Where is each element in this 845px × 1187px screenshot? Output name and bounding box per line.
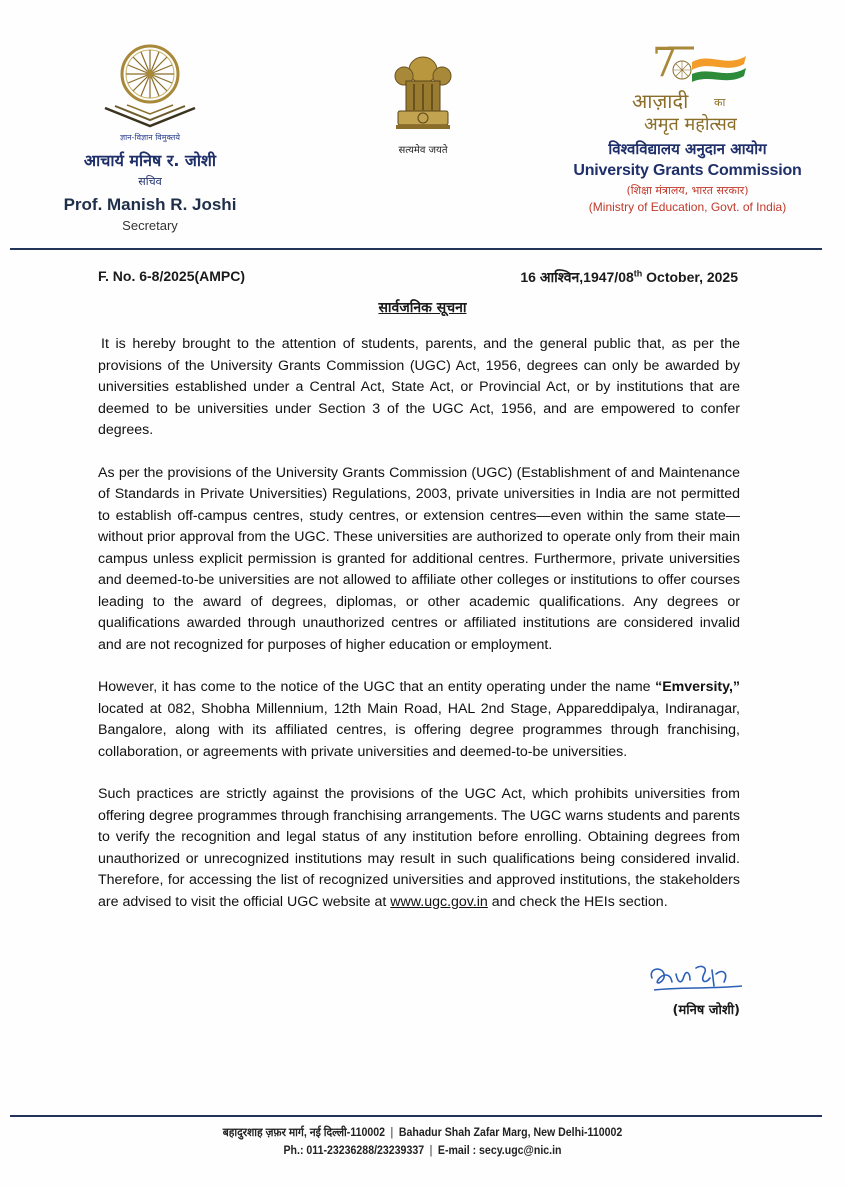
paragraph-2: As per the provisions of the University Grants Commission (UGC) (Establishment of and Maintenance of Standards in Private Universities) Regulations, 2003, private universities in India are not permitted to establish off-campus centres, study centres, or extension centres—even within the same state—without prior approval from the UGC. These universities are authorized to operate only from their main campus unless explicit permission is granted for additional centres. Furthermore, private universities and deemed-to-be universities are not allowed to affiliate other colleges or institutions to offer courses leading to the award of degrees, diplomas, or other academic qualifications. Any degrees or qualifications awarded through unauthorized centres or affiliated institutions are considered invalid and are not recognized for purposes of higher education or employment.	[98, 464, 740, 653]
paragraph-1: It is hereby brought to the attention of students, parents, and the general public that, as per the provisions of the University Grants Commission (UGC) Act, 1956, degrees can only be awarded by universities established under a Central Act, State Act, or Provincial Act, or by institutions that are deemed to be universities under Section 3 of the UGC Act, 1956, and are empowered to confer degrees.	[98, 336, 740, 438]
footer-divider	[10, 1115, 822, 1117]
org-name-english: University Grants Commission	[573, 162, 802, 179]
paragraph-4-intro: Such practices are strictly against the provisions of the UGC Act, which prohibits universities from offering degree programmes through franchising arrangements. The UGC warns students and parents to verify the recognition and legal status of any institution before enrolling. Obtaining degrees from unauthorized or unrecognized institutions may result in such qualifications being considered invalid. Therefore, for accessing the list of recognized universities and approved institutions, the stakeholders are advised to visit the official UGC website at	[98, 786, 740, 910]
national-emblem-block	[368, 48, 478, 156]
logo-text-amrit-mahotsav: अमृत महोत्सव	[643, 114, 737, 135]
ugc-org-block	[570, 40, 805, 214]
secretary-designation-hindi: सचिव	[138, 175, 162, 188]
signatory-name: (मनिष जोशी)	[672, 1003, 740, 1018]
paragraph-3-intro: However, it has come to the notice of the UGC that an entity operating under the name	[98, 679, 656, 695]
date-prefix: 16 आश्विन,1947/08	[520, 269, 634, 285]
paragraph-3-rest: located at 082, Shobha Millennium, 12th Main Road, HAL 2nd Stage, Appareddipalya, Indiranagar, Bangalore, along with its affiliated centres, is offering degree programmes through franchising, collaboration, or agreements with private universities and deemed-to-be universities.	[98, 700, 740, 760]
ashoka-emblem-icon	[388, 48, 458, 140]
separator: |	[429, 1145, 433, 1157]
footer-contact-line	[34, 1142, 811, 1160]
entity-name: “Emversity,”	[655, 679, 740, 695]
azadi-ka-amrit-mahotsav-logo	[618, 40, 758, 135]
logo-text-azadi: आज़ादी	[631, 89, 688, 113]
address-hindi: बहादुरशाह ज़फ़र मार्ग, नई दिल्ली-110002	[222, 1127, 386, 1139]
phone-number: Ph.: 011-23236288/23239337	[283, 1145, 425, 1157]
notice-date	[520, 268, 738, 287]
secretary-designation-english: Secretary	[122, 218, 178, 233]
footer	[34, 1124, 811, 1160]
ugc-emblem-icon	[95, 40, 205, 130]
date-suffix: October, 2025	[642, 269, 738, 285]
email-address[interactable]: E-mail : secy.ugc@nic.in	[437, 1145, 562, 1157]
handwritten-signature	[640, 960, 750, 998]
secretary-name-hindi: आचार्य मनिष र. जोशी	[83, 151, 217, 170]
ugc-motto: ज्ञान-विज्ञान विमुक्तये	[119, 133, 181, 142]
ministry-name-english: (Ministry of Education, Govt. of India)	[588, 200, 787, 214]
secretary-block	[40, 40, 260, 233]
org-name-hindi: विश्वविद्यालय अनुदान आयोग	[608, 140, 767, 158]
logo-text-ka: का	[713, 96, 725, 109]
file-number: F. No. 6-8/2025(AMPC)	[98, 268, 246, 284]
date-superscript: th	[633, 268, 643, 279]
address-english: Bahadur Shah Zafar Marg, New Delhi-110002	[398, 1127, 623, 1139]
satyamev-jayate-motto: सत्यमेव जयते	[398, 145, 448, 156]
logo-number-75: 7	[651, 40, 677, 86]
paragraph-4-rest: and check the HEIs section.	[487, 893, 668, 910]
paragraph-3	[98, 677, 740, 763]
ministry-name-hindi: (शिक्षा मंत्रालय, भारत सरकार)	[626, 184, 749, 197]
paragraph-4	[98, 784, 740, 913]
secretary-name-english: Prof. Manish R. Joshi	[63, 195, 237, 214]
footer-address-line	[34, 1124, 811, 1142]
header-divider	[10, 248, 822, 250]
ugc-website-link[interactable]: www.ugc.gov.in	[390, 893, 488, 910]
notice-title: सार्वजनिक सूचना	[378, 300, 467, 316]
notice-body	[98, 334, 740, 934]
separator: |	[390, 1127, 394, 1139]
